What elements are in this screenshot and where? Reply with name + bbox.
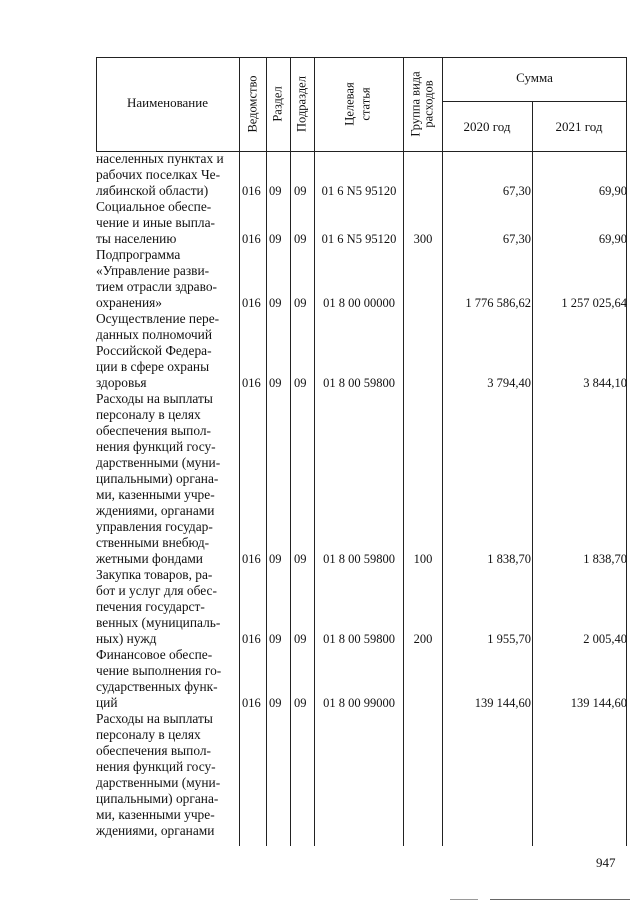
footer-mark	[450, 899, 478, 900]
column-divider	[314, 57, 315, 846]
page-number: 947	[596, 855, 616, 870]
row-target: 01 8 00 59800	[323, 632, 395, 646]
row-group: 300	[413, 232, 433, 246]
row-subsection: 09	[294, 376, 307, 390]
row-target: 01 8 00 59800	[323, 552, 395, 566]
row-subsection: 09	[294, 184, 307, 198]
header-target-line-1: Целевая	[342, 82, 357, 126]
row-section: 09	[269, 552, 282, 566]
row-subsection: 09	[294, 696, 307, 710]
row-sum-2021: 69,90	[598, 232, 627, 246]
row-name: Подпрограмма «Управление разви- тием отрасли здраво- охранения»	[96, 247, 217, 310]
header-year-2020: 2020 год	[463, 119, 511, 134]
row-target: 01 8 00 00000	[323, 296, 395, 310]
column-divider	[290, 57, 291, 846]
row-sum-2020: 3 794,40	[487, 376, 531, 390]
row-section: 09	[269, 184, 282, 198]
row-sum-2021: 2 005,40	[583, 632, 627, 646]
row-name: Финансовое обеспе- чение выполнения го- сударственных функ- ций	[96, 647, 222, 710]
row-sum-2021: 3 844,10	[583, 376, 627, 390]
row-sum-2021: 139 144,60	[570, 696, 627, 710]
header-name: Наименование	[127, 95, 208, 110]
row-sum-2021: 1 838,70	[583, 552, 627, 566]
header-department: Ведомство	[245, 75, 260, 133]
row-section: 09	[269, 696, 282, 710]
sum-header-divider	[442, 101, 627, 102]
table-top-border	[96, 57, 627, 58]
row-section: 09	[269, 376, 282, 390]
footer-rule	[490, 899, 630, 900]
row-name: населенных пунктах и рабочих поселках Че- лябинской области)	[96, 151, 224, 198]
header-sum: Сумма	[516, 70, 553, 85]
row-sum-2020: 1 955,70	[487, 632, 531, 646]
row-name: Закупка товаров, ра- бот и услуг для обес- печения государст- венных (муниципаль- ных) нужд	[96, 567, 221, 646]
row-section: 09	[269, 232, 282, 246]
column-divider	[442, 57, 443, 846]
row-name: Осуществление пере- данных полномочий Российской Федера- ции в сфере охраны здоровья	[96, 311, 220, 390]
header-target-line-2: статья	[358, 87, 373, 121]
row-subsection: 09	[294, 232, 307, 246]
row-department: 016	[242, 632, 261, 646]
row-section: 09	[269, 632, 282, 646]
row-subsection: 09	[294, 632, 307, 646]
budget-table	[96, 57, 627, 846]
row-sum-2020: 1 838,70	[487, 552, 531, 566]
row-target: 01 8 00 59800	[323, 376, 395, 390]
row-group: 200	[413, 632, 433, 646]
row-sum-2020: 139 144,60	[474, 696, 531, 710]
row-name: Социальное обеспе- чение и иные выпла- ты населению	[96, 199, 216, 246]
row-target: 01 8 00 99000	[323, 696, 395, 710]
column-divider	[239, 57, 240, 846]
header-section: Раздел	[270, 86, 285, 122]
row-target: 01 6 N5 95120	[321, 232, 397, 246]
row-name: Расходы на выплаты персоналу в целях обеспечения выпол- нения функций госу- дарственными (муни- ципальными) органа- ми, казенными учре- ждениями, органами управления государ- ственными внебюд- жетными фондами	[96, 391, 221, 566]
row-target: 01 6 N5 95120	[321, 184, 397, 198]
row-sum-2021: 1 257 025,64	[561, 296, 627, 310]
row-sum-2020: 67,30	[502, 184, 531, 198]
row-subsection: 09	[294, 296, 307, 310]
row-department: 016	[242, 696, 261, 710]
header-year-2021: 2021 год	[555, 119, 603, 134]
row-subsection: 09	[294, 552, 307, 566]
row-group: 100	[413, 552, 433, 566]
row-sum-2020: 1 776 586,62	[465, 296, 531, 310]
header-subsection: Подраздел	[294, 76, 309, 132]
row-department: 016	[242, 296, 261, 310]
row-section: 09	[269, 296, 282, 310]
row-department: 016	[242, 232, 261, 246]
row-department: 016	[242, 552, 261, 566]
row-department: 016	[242, 184, 261, 198]
column-divider	[266, 57, 267, 846]
column-divider	[532, 101, 533, 846]
row-department: 016	[242, 376, 261, 390]
row-name: Расходы на выплаты персоналу в целях обеспечения выпол- нения функций госу- дарственными (муни- ципальными) органа- ми, казенными учре- ждениями, органами	[96, 711, 221, 838]
header-group-line-2: расходов	[421, 80, 436, 128]
header-group-line-1: Группа вида	[408, 71, 423, 137]
column-divider	[403, 57, 404, 846]
row-sum-2021: 69,90	[598, 184, 627, 198]
table-right-border	[626, 57, 627, 846]
row-sum-2020: 67,30	[502, 232, 531, 246]
